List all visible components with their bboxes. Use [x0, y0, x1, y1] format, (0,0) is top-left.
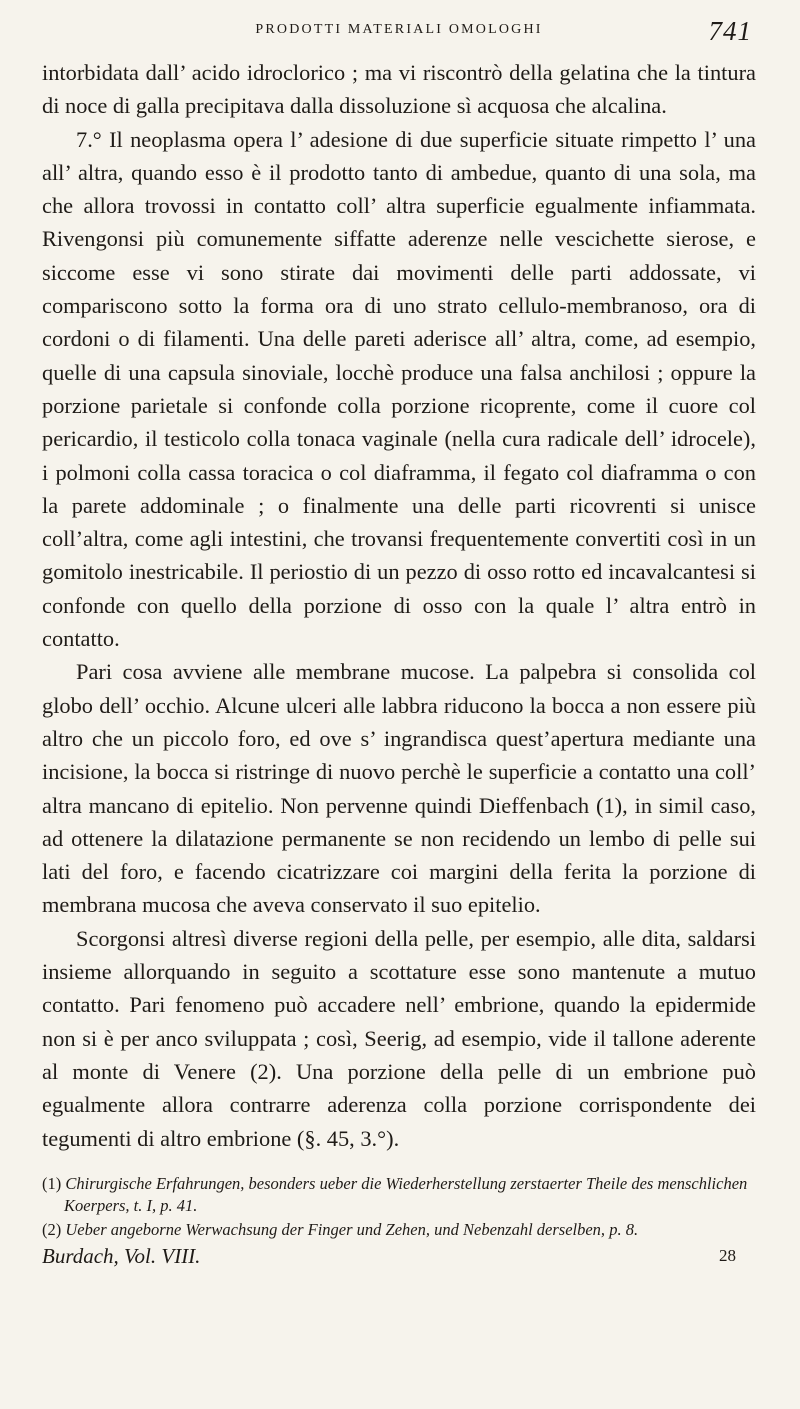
printer-signature: Burdach, Vol. VIII. [42, 1243, 201, 1268]
page-header [42, 12, 756, 56]
footnote-ref: p. 8. [609, 1219, 639, 1239]
paragraph-3: Pari cosa avviene alle membrane mucose. La palpebra si consolida col globo dell’ occhio. Alcune ulceri alle labbra riducono la bocca a non essere più altro che un piccolo foro, ed ove s’ ingrandisca quest’apertura mediante una incisione, la bocca si ristringe di nuovo perchè le superficie a contatto una coll’ altra mancano di epitelio. Non pervenne quindi Dieffenbach (1), in simil caso, ad ottenere la dilatazione permanente se non recidendo un lembo di pelle sui lati del foro, e facendo cicatrizzare coi margini della ferita la porzione di membrana mucosa che aveva conservato il suo epitelio. [42, 659, 756, 918]
page-number: 741 [708, 16, 752, 46]
sheet-number: 28 [719, 1245, 736, 1265]
footnote-2 [42, 1219, 756, 1241]
paragraph-1: intorbidata dall’ acido idroclorico ; ma vi riscontrò della gelatina che la tintura di noce di galla precipitava dalla dissoluzione sì acquosa che alcalina. [42, 60, 756, 119]
footnote-1 [42, 1173, 756, 1217]
signature-line [42, 1243, 756, 1267]
footnote-mark: (1) [42, 1173, 62, 1193]
footnotes [42, 1173, 756, 1267]
running-head: PRODOTTI MATERIALI OMOLOGHI [255, 22, 543, 37]
paragraph-4: Scorgonsi altresì diverse regioni della pelle, per esempio, alle dita, saldarsi insieme allorquando in seguito a scottature esse sono mantenute a mutuo contatto. Pari fenomeno può accadere nell’ embrione, quando la epidermide non si è per anco sviluppata ; così, Seerig, ad esempio, vide il tallone aderente al monte di Venere (2). Una porzione della pelle di un embrione può egualmente allora contrarre aderenza colla porzione corrispondente dei tegumenti di altro embrione (§. 45, 3.°). [42, 925, 756, 1151]
footnote-mark: (2) [42, 1219, 62, 1239]
body-text [42, 56, 756, 1155]
footnote-title: Chirurgische Erfahrungen, besonders ueber die Wiederherstellung zerstaerter Theile des menschlichen Koerpers, [64, 1173, 748, 1215]
paragraph-2: 7.° Il neoplasma opera l’ adesione di due superficie situate rimpetto l’ una all’ altra, quando esso è il prodotto tanto di ambedue, quanto di una sola, ma che allora trovossi in contatto coll’ altra superficie egualmente infiammata. Rivengonsi più comunemente siffatte aderenze nelle vescichette sierose, e siccome esse vi sono stirate dai movimenti delle parti addossate, vi compariscono sotto la forma ora di uno strato cellulo-membranoso, ora di cordoni o di filamenti. Una delle pareti aderisce all’ altra, come, ad esempio, quelle di una capsula sinoviale, locchè produce una falsa anchilosi ; oppure la porzione parietale si confonde colla porzione ricoprente, come il cuore col pericardio, il testicolo colla tonaca vaginale (nella cura radicale dell’ idrocele), i polmoni colla cassa toracica o col diaframma, il fegato col diaframma o con la parete addominale ; o finalmente una delle parti ricovrenti si unisce coll’altra, come agli intestini, che trovansi frequentemente convertiti così in un gomitolo inestricabile. Il periostio di un pezzo di osso rotto ed incavalcantesi si confonde con quello della porzione di osso con la quale l’ altra entrò in contatto. [42, 126, 756, 652]
footnote-ref: t. I, p. 41. [133, 1195, 198, 1215]
footnote-title: Ueber angeborne Werwachsung der Finger und Zehen, und Nebenzahl derselben, [65, 1219, 606, 1239]
